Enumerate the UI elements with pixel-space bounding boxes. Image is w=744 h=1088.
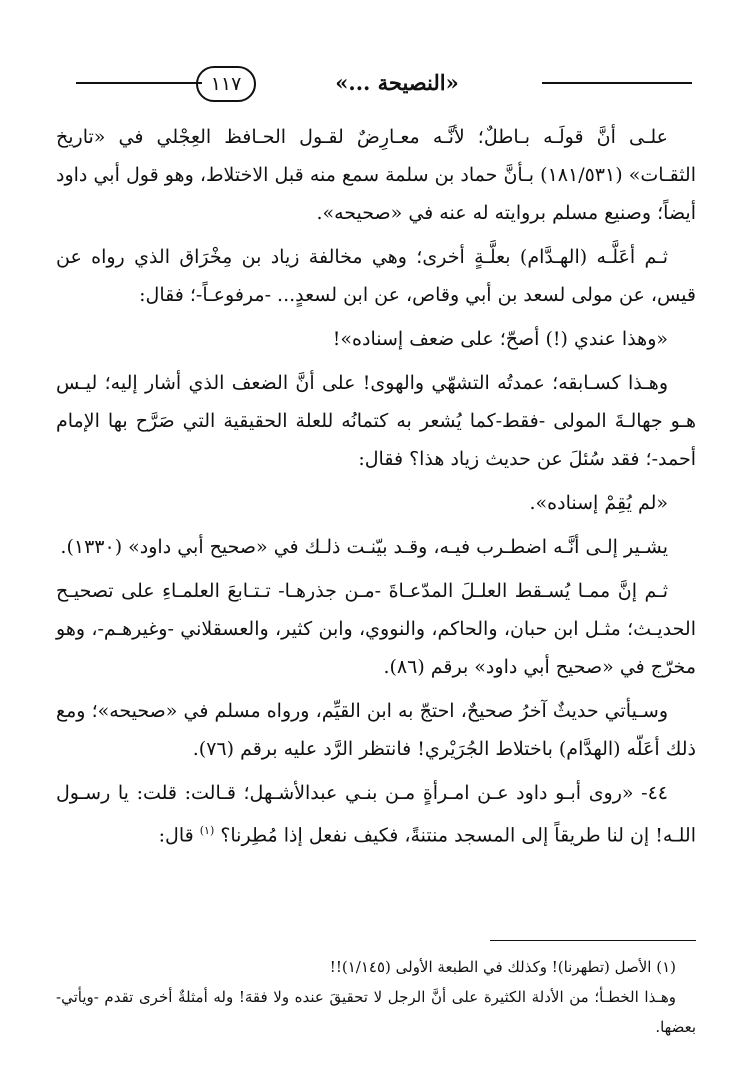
paragraph-4: يشـير إلـى أنَّـه اضطـرب فيـه، وقـد بيّنـت ذلـك في «صحيح أبي داود» (١٣٣٠). [60, 536, 668, 558]
header-rule-left [76, 82, 202, 84]
hadith-44-text: ٤٤- «روى أبـو داود عـن امـرأةٍ مـن بنـي عبدالأشـهل؛ قـالت: قلت: يا رسـول اللـه! إن لنا طريقاً إلى المسجد منتنةً، فكيف نفعل إذا مُطِرنا؟ [56, 782, 696, 847]
paragraph-2: ثـم أعَلَّـه (الهـدَّام) بعلَّـةٍ أخرى؛ وهي مخالفة زياد بن مِخْرَاق الذي رواه عن قيس، عن مولى لسعد بن أبي وقاص، عن ابن لسعدٍ... -مرفوعـاً-؛ فقال: [56, 246, 696, 306]
hadith-44 [56, 774, 696, 854]
footnotes [56, 952, 696, 1042]
footnote-separator [490, 940, 696, 941]
paragraph-3: وهـذا كسـابقه؛ عمدتُه التشهّي والهوى! على أنَّ الضعف الذي أشار إليه؛ ليـس هـو جهالـةَ المولى -فقط-كما يُشعر به كتمانُه للعلة الحقيقية التي صَرَّح بها الإمام أحمد-؛ فقد سُئلَ عن حديث زياد هذا؟ فقال: [56, 372, 696, 470]
footnote-1: (١) الأصل (تطهرنا)! وكذلك في الطبعة الأولى (١/١٤٥)!! [329, 958, 676, 976]
paragraph-1: علـى أنَّ قولَـه بـاطلٌ؛ لأنَّـه معـارِضٌ لقـول الحـافظ العِجْلي في «تاريخ الثقـات» (١٨١/٥٣١) بـأنَّ حماد بن سلمة سمع منه قبل الاختلاط، وهو قول أبي داود أيضاً؛ وصنيع مسلم بروايته له عنه في «صحيحه». [56, 126, 696, 224]
paragraph-5: ثـم إنَّ ممـا يُسـقط العلـلَ المدّعـاةَ -مـن جذرهـا- تـتـابعَ العلمـاءِ على تصحيـح الحديـث؛ مثـل ابن حبان، والحاكم، والنووي، وابن كثير، والعسقلاني -وغيرهـم-، وهو مخرّج في «صحيح أبي داود» برقم (٨٦). [56, 580, 696, 678]
footnote-marker: (١) [199, 824, 215, 837]
header-rule-right [542, 82, 692, 84]
page-number: ١١٧ [196, 66, 256, 102]
page-header [72, 62, 692, 108]
footnote-1-continuation: وهـذا الخطـأ؛ من الأدلة الكثيرة على أنَّ الرجل لا تحقيقَ عنده ولا فقهَ! وله أمثلةٌ أخرى تقدم -ويأتي- بعضها. [56, 988, 696, 1036]
quote-1: «وهذا عندي (!) أصحّ؛ على ضعف إسناده»! [332, 328, 668, 350]
main-text [56, 118, 696, 860]
paragraph-6: وسـيأتي حديثٌ آخرُ صحيحٌ، احتجّ به ابن القيِّم، ورواه مسلم في «صحيحه»؛ ومع ذلك أعَلّه (الهدَّام) باختلاط الجُرَيْري! فانتظر الرَّد عليه برقم (٧٦). [56, 700, 696, 760]
hadith-44-tail: قال: [158, 824, 194, 847]
running-title: «النصيحة ...» [335, 70, 459, 95]
quote-2: «لم يُقِمْ إسناده». [529, 492, 668, 514]
